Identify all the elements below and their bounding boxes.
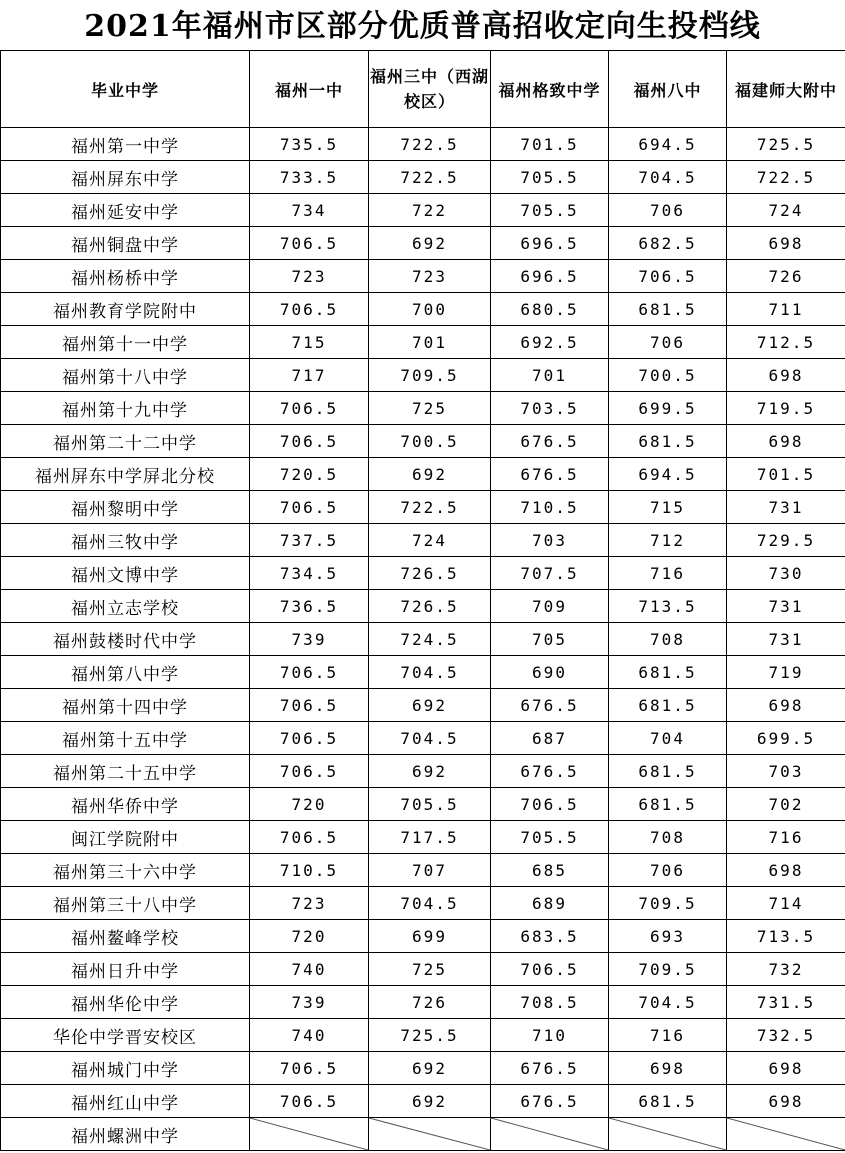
school-name-cell: 福州第八中学 [1, 656, 250, 689]
score-cell: 712 [609, 524, 727, 557]
score-cell: 706 [609, 326, 727, 359]
score-cell: 706.5 [250, 425, 369, 458]
school-name-cell: 华伦中学晋安校区 [1, 1019, 250, 1052]
score-cell: 722.5 [369, 128, 491, 161]
score-cell: 707.5 [491, 557, 609, 590]
page-title: 2021年福州市区部分优质普高招收定向生投档线 [84, 9, 761, 44]
score-cell: 705 [491, 623, 609, 656]
score-cell: 685 [491, 854, 609, 887]
score-cell: 719.5 [727, 392, 845, 425]
score-cell: 705.5 [491, 821, 609, 854]
score-cell: 696.5 [491, 227, 609, 260]
score-cell: 729.5 [727, 524, 845, 557]
table-row [1, 887, 845, 920]
score-cell: 681.5 [609, 1085, 727, 1118]
score-cell: 703.5 [491, 392, 609, 425]
score-cell: 713.5 [727, 920, 845, 953]
score-cell: 731 [727, 590, 845, 623]
score-cell: 726.5 [369, 557, 491, 590]
score-cell: 707 [369, 854, 491, 887]
score-cell: 706.5 [250, 689, 369, 722]
score-cell: 716 [727, 821, 845, 854]
empty-score-cell [250, 1118, 369, 1151]
empty-score-cell [727, 1118, 845, 1151]
score-cell: 698 [727, 359, 845, 392]
score-cell: 681.5 [609, 755, 727, 788]
score-cell: 704.5 [369, 722, 491, 755]
score-cell: 719 [727, 656, 845, 689]
header-graduating-school: 毕业中学 [1, 51, 250, 128]
table-row [1, 689, 845, 722]
score-cell: 720 [250, 920, 369, 953]
table-row [1, 359, 845, 392]
diagonal-line [491, 1118, 608, 1150]
score-cell: 696.5 [491, 260, 609, 293]
school-name-cell: 福州第十四中学 [1, 689, 250, 722]
score-cell: 736.5 [250, 590, 369, 623]
score-cell: 692 [369, 227, 491, 260]
school-name-cell: 福州第十八中学 [1, 359, 250, 392]
score-cell: 706.5 [250, 392, 369, 425]
score-cell: 694.5 [609, 458, 727, 491]
table-row [1, 986, 845, 1019]
table-row [1, 458, 845, 491]
school-name-cell: 福州杨桥中学 [1, 260, 250, 293]
score-cell: 681.5 [609, 689, 727, 722]
school-name-cell: 福州第三十六中学 [1, 854, 250, 887]
school-name-cell: 福州第三十八中学 [1, 887, 250, 920]
score-cell: 706 [609, 194, 727, 227]
score-cell: 711 [727, 293, 845, 326]
table-row [1, 755, 845, 788]
school-name-cell: 福州华侨中学 [1, 788, 250, 821]
empty-score-cell [491, 1118, 609, 1151]
score-cell: 706.5 [250, 821, 369, 854]
table-row [1, 128, 845, 161]
table-row [1, 557, 845, 590]
table-row [1, 293, 845, 326]
score-cell: 726 [369, 986, 491, 1019]
score-cell: 700 [369, 293, 491, 326]
score-cell: 722 [369, 194, 491, 227]
school-name-cell: 福州第十五中学 [1, 722, 250, 755]
school-name-cell: 福州第二十五中学 [1, 755, 250, 788]
score-cell: 706.5 [609, 260, 727, 293]
score-cell: 731.5 [727, 986, 845, 1019]
score-cell: 706.5 [250, 293, 369, 326]
score-cell: 706.5 [250, 1085, 369, 1118]
score-cell: 733.5 [250, 161, 369, 194]
score-cell: 676.5 [491, 755, 609, 788]
score-cell: 704.5 [369, 887, 491, 920]
diagonal-line [727, 1118, 845, 1150]
school-name-cell: 福州三牧中学 [1, 524, 250, 557]
score-cell: 734 [250, 194, 369, 227]
diagonal-line [250, 1118, 368, 1150]
table-row [1, 623, 845, 656]
school-name-cell: 福州文博中学 [1, 557, 250, 590]
table-row [1, 326, 845, 359]
score-cell: 706.5 [250, 491, 369, 524]
score-cell: 699.5 [727, 722, 845, 755]
score-cell: 703 [491, 524, 609, 557]
score-cell: 706.5 [250, 755, 369, 788]
score-cell: 692.5 [491, 326, 609, 359]
score-cell: 708 [609, 623, 727, 656]
score-cell: 712.5 [727, 326, 845, 359]
score-cell: 676.5 [491, 1052, 609, 1085]
header-gezhi: 福州格致中学 [491, 51, 609, 128]
school-name-cell: 福州屏东中学 [1, 161, 250, 194]
school-name-cell: 福州日升中学 [1, 953, 250, 986]
table-row [1, 161, 845, 194]
school-name-cell: 福州螺洲中学 [1, 1118, 250, 1151]
score-cell: 722.5 [369, 491, 491, 524]
school-name-cell: 福州第十九中学 [1, 392, 250, 425]
score-cell: 681.5 [609, 788, 727, 821]
score-cell: 699.5 [609, 392, 727, 425]
school-name-cell: 福州第一中学 [1, 128, 250, 161]
table-row [1, 854, 845, 887]
score-cell: 704.5 [369, 656, 491, 689]
score-cell: 725.5 [369, 1019, 491, 1052]
score-cell: 694.5 [609, 128, 727, 161]
score-cell: 698 [727, 854, 845, 887]
score-cell: 701 [369, 326, 491, 359]
score-cell: 706.5 [491, 953, 609, 986]
score-cell: 726.5 [369, 590, 491, 623]
score-cell: 739 [250, 986, 369, 1019]
school-name-cell: 福州屏东中学屏北分校 [1, 458, 250, 491]
table-row [1, 1085, 845, 1118]
table-row [1, 1118, 845, 1151]
empty-score-cell [369, 1118, 491, 1151]
score-cell: 681.5 [609, 656, 727, 689]
score-cell: 710.5 [491, 491, 609, 524]
score-cell: 692 [369, 689, 491, 722]
score-cell: 706.5 [250, 227, 369, 260]
school-name-cell: 福州城门中学 [1, 1052, 250, 1085]
score-cell: 700.5 [609, 359, 727, 392]
score-cell: 714 [727, 887, 845, 920]
score-cell: 676.5 [491, 425, 609, 458]
school-name-cell: 福州第十一中学 [1, 326, 250, 359]
table-header [1, 51, 845, 128]
score-cell: 703 [727, 755, 845, 788]
header-fuzhou-no8: 福州八中 [609, 51, 727, 128]
score-cell: 698 [609, 1052, 727, 1085]
score-cell: 731 [727, 491, 845, 524]
score-cell: 700.5 [369, 425, 491, 458]
score-cell: 732.5 [727, 1019, 845, 1052]
score-cell: 725 [369, 392, 491, 425]
score-cell: 698 [727, 689, 845, 722]
table-row [1, 590, 845, 623]
score-cell: 681.5 [609, 425, 727, 458]
score-cell: 720.5 [250, 458, 369, 491]
score-cell: 709.5 [609, 887, 727, 920]
school-name-cell: 福州铜盘中学 [1, 227, 250, 260]
score-cell: 720 [250, 788, 369, 821]
score-cell: 704.5 [609, 986, 727, 1019]
score-cell: 706.5 [250, 656, 369, 689]
table-row [1, 392, 845, 425]
score-cell: 683.5 [491, 920, 609, 953]
score-cell: 676.5 [491, 1085, 609, 1118]
school-name-cell: 福州第二十二中学 [1, 425, 250, 458]
score-cell: 725 [369, 953, 491, 986]
score-cell: 698 [727, 227, 845, 260]
score-cell: 713.5 [609, 590, 727, 623]
score-cell: 692 [369, 458, 491, 491]
score-cell: 705.5 [491, 194, 609, 227]
score-cell: 701.5 [491, 128, 609, 161]
score-cell: 698 [727, 1052, 845, 1085]
score-cell: 709.5 [369, 359, 491, 392]
score-cell: 704 [609, 722, 727, 755]
score-cell: 732 [727, 953, 845, 986]
score-cell: 739 [250, 623, 369, 656]
score-cell: 682.5 [609, 227, 727, 260]
score-cell: 706.5 [491, 788, 609, 821]
table-row [1, 260, 845, 293]
score-cell: 722.5 [369, 161, 491, 194]
score-cell: 690 [491, 656, 609, 689]
score-cell: 724 [369, 524, 491, 557]
score-cell: 717.5 [369, 821, 491, 854]
score-cell: 716 [609, 557, 727, 590]
score-cell: 692 [369, 1052, 491, 1085]
score-cell: 731 [727, 623, 845, 656]
score-cell: 715 [250, 326, 369, 359]
score-cell: 723 [369, 260, 491, 293]
score-cell: 709.5 [609, 953, 727, 986]
school-name-cell: 福州鳌峰学校 [1, 920, 250, 953]
score-cell: 701.5 [727, 458, 845, 491]
score-cell: 704.5 [609, 161, 727, 194]
table-row [1, 656, 845, 689]
school-name-cell: 福州延安中学 [1, 194, 250, 227]
table-row [1, 821, 845, 854]
score-cell: 715 [609, 491, 727, 524]
score-cell: 692 [369, 755, 491, 788]
score-cell: 693 [609, 920, 727, 953]
score-cell: 676.5 [491, 458, 609, 491]
score-cell: 726 [727, 260, 845, 293]
score-cell: 705.5 [369, 788, 491, 821]
table-row [1, 1052, 845, 1085]
score-cell: 717 [250, 359, 369, 392]
score-cell: 723 [250, 887, 369, 920]
table-row [1, 920, 845, 953]
score-cell: 692 [369, 1085, 491, 1118]
table-body [1, 128, 845, 1151]
score-cell: 730 [727, 557, 845, 590]
score-cell: 710.5 [250, 854, 369, 887]
score-cell: 698 [727, 425, 845, 458]
table-row [1, 425, 845, 458]
table-row [1, 194, 845, 227]
score-cell: 740 [250, 1019, 369, 1052]
score-cell: 689 [491, 887, 609, 920]
score-cell: 737.5 [250, 524, 369, 557]
score-cell: 676.5 [491, 689, 609, 722]
diagonal-line [609, 1118, 726, 1150]
score-cell: 702 [727, 788, 845, 821]
score-cell: 725.5 [727, 128, 845, 161]
table-row [1, 788, 845, 821]
score-cell: 722.5 [727, 161, 845, 194]
school-name-cell: 福州立志学校 [1, 590, 250, 623]
empty-score-cell [609, 1118, 727, 1151]
table-row [1, 524, 845, 557]
school-name-cell: 福州鼓楼时代中学 [1, 623, 250, 656]
table-row [1, 722, 845, 755]
score-cell: 710 [491, 1019, 609, 1052]
score-cell: 724.5 [369, 623, 491, 656]
table-row [1, 953, 845, 986]
diagonal-line [369, 1118, 490, 1150]
score-cell: 705.5 [491, 161, 609, 194]
table-row [1, 1019, 845, 1052]
score-cell: 698 [727, 1085, 845, 1118]
score-cell: 740 [250, 953, 369, 986]
school-name-cell: 福州红山中学 [1, 1085, 250, 1118]
score-cell: 735.5 [250, 128, 369, 161]
score-cell: 708.5 [491, 986, 609, 1019]
score-cell: 706.5 [250, 1052, 369, 1085]
score-cell: 701 [491, 359, 609, 392]
score-cell: 681.5 [609, 293, 727, 326]
score-cell: 708 [609, 821, 727, 854]
score-cell: 723 [250, 260, 369, 293]
header-shida-fuzhong: 福建师大附中 [727, 51, 845, 128]
score-cell: 680.5 [491, 293, 609, 326]
school-name-cell: 福州黎明中学 [1, 491, 250, 524]
score-cell: 734.5 [250, 557, 369, 590]
score-cell: 706.5 [250, 722, 369, 755]
score-table [0, 50, 845, 1151]
score-cell: 709 [491, 590, 609, 623]
school-name-cell: 福州教育学院附中 [1, 293, 250, 326]
score-cell: 687 [491, 722, 609, 755]
score-cell: 706 [609, 854, 727, 887]
school-name-cell: 闽江学院附中 [1, 821, 250, 854]
header-fuzhou-no1: 福州一中 [250, 51, 369, 128]
score-cell: 699 [369, 920, 491, 953]
table-row [1, 491, 845, 524]
score-cell: 724 [727, 194, 845, 227]
table-row [1, 227, 845, 260]
header-fuzhou-no3: 福州三中（西湖校区） [369, 51, 491, 128]
score-cell: 716 [609, 1019, 727, 1052]
school-name-cell: 福州华伦中学 [1, 986, 250, 1019]
